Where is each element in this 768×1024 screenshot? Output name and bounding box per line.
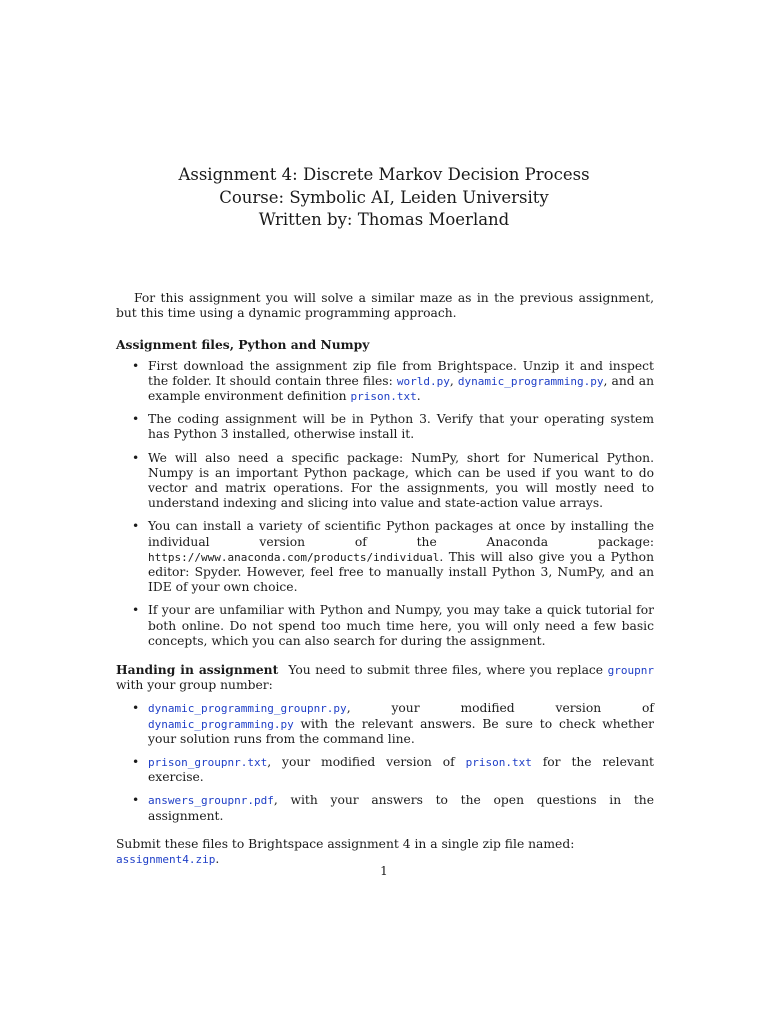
submit-paragraph: Submit these files to Brightspace assignment 4 in a single zip file named: assignment4.zip. xyxy=(116,836,575,867)
section-heading-files: Assignment files, Python and Numpy xyxy=(116,337,370,353)
list-item: • If your are unfamiliar with Python and Numpy, you may take a quick tutorial for both online. Do not spend too much time here, you will only need a few basic concepts, which you can also search for during the assignment. xyxy=(132,603,654,648)
list-item: • dynamic_programming_groupnr.py, your modified version of dynamic_programming.py with the relevant answers. Be sure to check whether your solution runs from the command line. xyxy=(132,701,654,746)
bullet-icon: • xyxy=(132,450,140,465)
anaconda-url[interactable]: https://www.anaconda.com/products/individual xyxy=(148,550,440,564)
bullet-icon: • xyxy=(132,603,140,618)
list-item: • We will also need a specific package: NumPy, short for Numerical Python. Numpy is an important Python package, which can be used if you want to do vector and matrix operations. For the assignments, you will mostly need to understand indexing and slicing into value and state-action value arrays. xyxy=(132,450,654,511)
list-item: • The coding assignment will be in Python 3. Verify that your operating system has Python 3 installed, otherwise install it. xyxy=(132,412,654,442)
assignment4-zip-link[interactable]: assignment4.zip xyxy=(116,853,216,867)
bullet-icon: • xyxy=(132,358,140,373)
bullet-icon: • xyxy=(132,412,140,427)
title-line-3: Written by: Thomas Moerland xyxy=(258,210,510,229)
title-line-1: Assignment 4: Discrete Markov Decision Process xyxy=(178,165,590,184)
submission-bullet-list xyxy=(116,701,654,823)
dynamic-programming-py-link[interactable]: dynamic_programming.py xyxy=(457,374,604,388)
groupnr-link[interactable]: groupnr xyxy=(607,664,654,678)
bullet-icon: • xyxy=(132,701,140,716)
document-body xyxy=(116,291,654,867)
list-item: • You can install a variety of scientific Python packages at once by installing the individual version of the Anaconda package: https://www.anaconda.com/products/individual. This will also give you a Python editor: Spyder. However, feel free to manually install Python 3, NumPy, and an IDE of your own choice. xyxy=(132,519,654,595)
answers-groupnr-link[interactable]: answers_groupnr.pdf xyxy=(148,794,274,808)
handing-in-paragraph: Handing in assignment You need to submit three files, where you replace groupnr with your group number: xyxy=(116,662,654,693)
bullet-icon: • xyxy=(132,793,140,808)
dynamic-programming-py-link-2[interactable]: dynamic_programming.py xyxy=(148,717,294,731)
section-heading-handing-in: Handing in assignment xyxy=(116,662,279,678)
page-number: 1 xyxy=(380,864,388,878)
prison-groupnr-link[interactable]: prison_groupnr.txt xyxy=(148,756,268,770)
bullet-icon: • xyxy=(132,755,140,770)
files-bullet-list xyxy=(116,359,654,649)
title-block xyxy=(0,164,768,232)
list-item: • answers_groupnr.pdf, with your answers to the open questions in the assignment. xyxy=(132,793,654,823)
dynamic-programming-groupnr-link[interactable]: dynamic_programming_groupnr.py xyxy=(148,702,347,716)
world-py-link[interactable]: world.py xyxy=(396,374,450,388)
bullet-icon: • xyxy=(132,519,140,534)
list-item: • prison_groupnr.txt, your modified version of prison.txt for the relevant exercise. xyxy=(132,755,654,785)
intro-paragraph: For this assignment you will solve a similar maze as in the previous assignment, but this time using a dynamic programming approach. xyxy=(116,291,654,321)
prison-txt-link-2[interactable]: prison.txt xyxy=(465,756,532,770)
title-line-2: Course: Symbolic AI, Leiden University xyxy=(219,187,549,207)
list-item: • First download the assignment zip file from Brightspace. Unzip it and inspect the folder. It should contain three files: world.py, dynamic_programming.py, and an example environment definition prison.txt. xyxy=(132,358,654,404)
prison-txt-link[interactable]: prison.txt xyxy=(350,390,417,404)
